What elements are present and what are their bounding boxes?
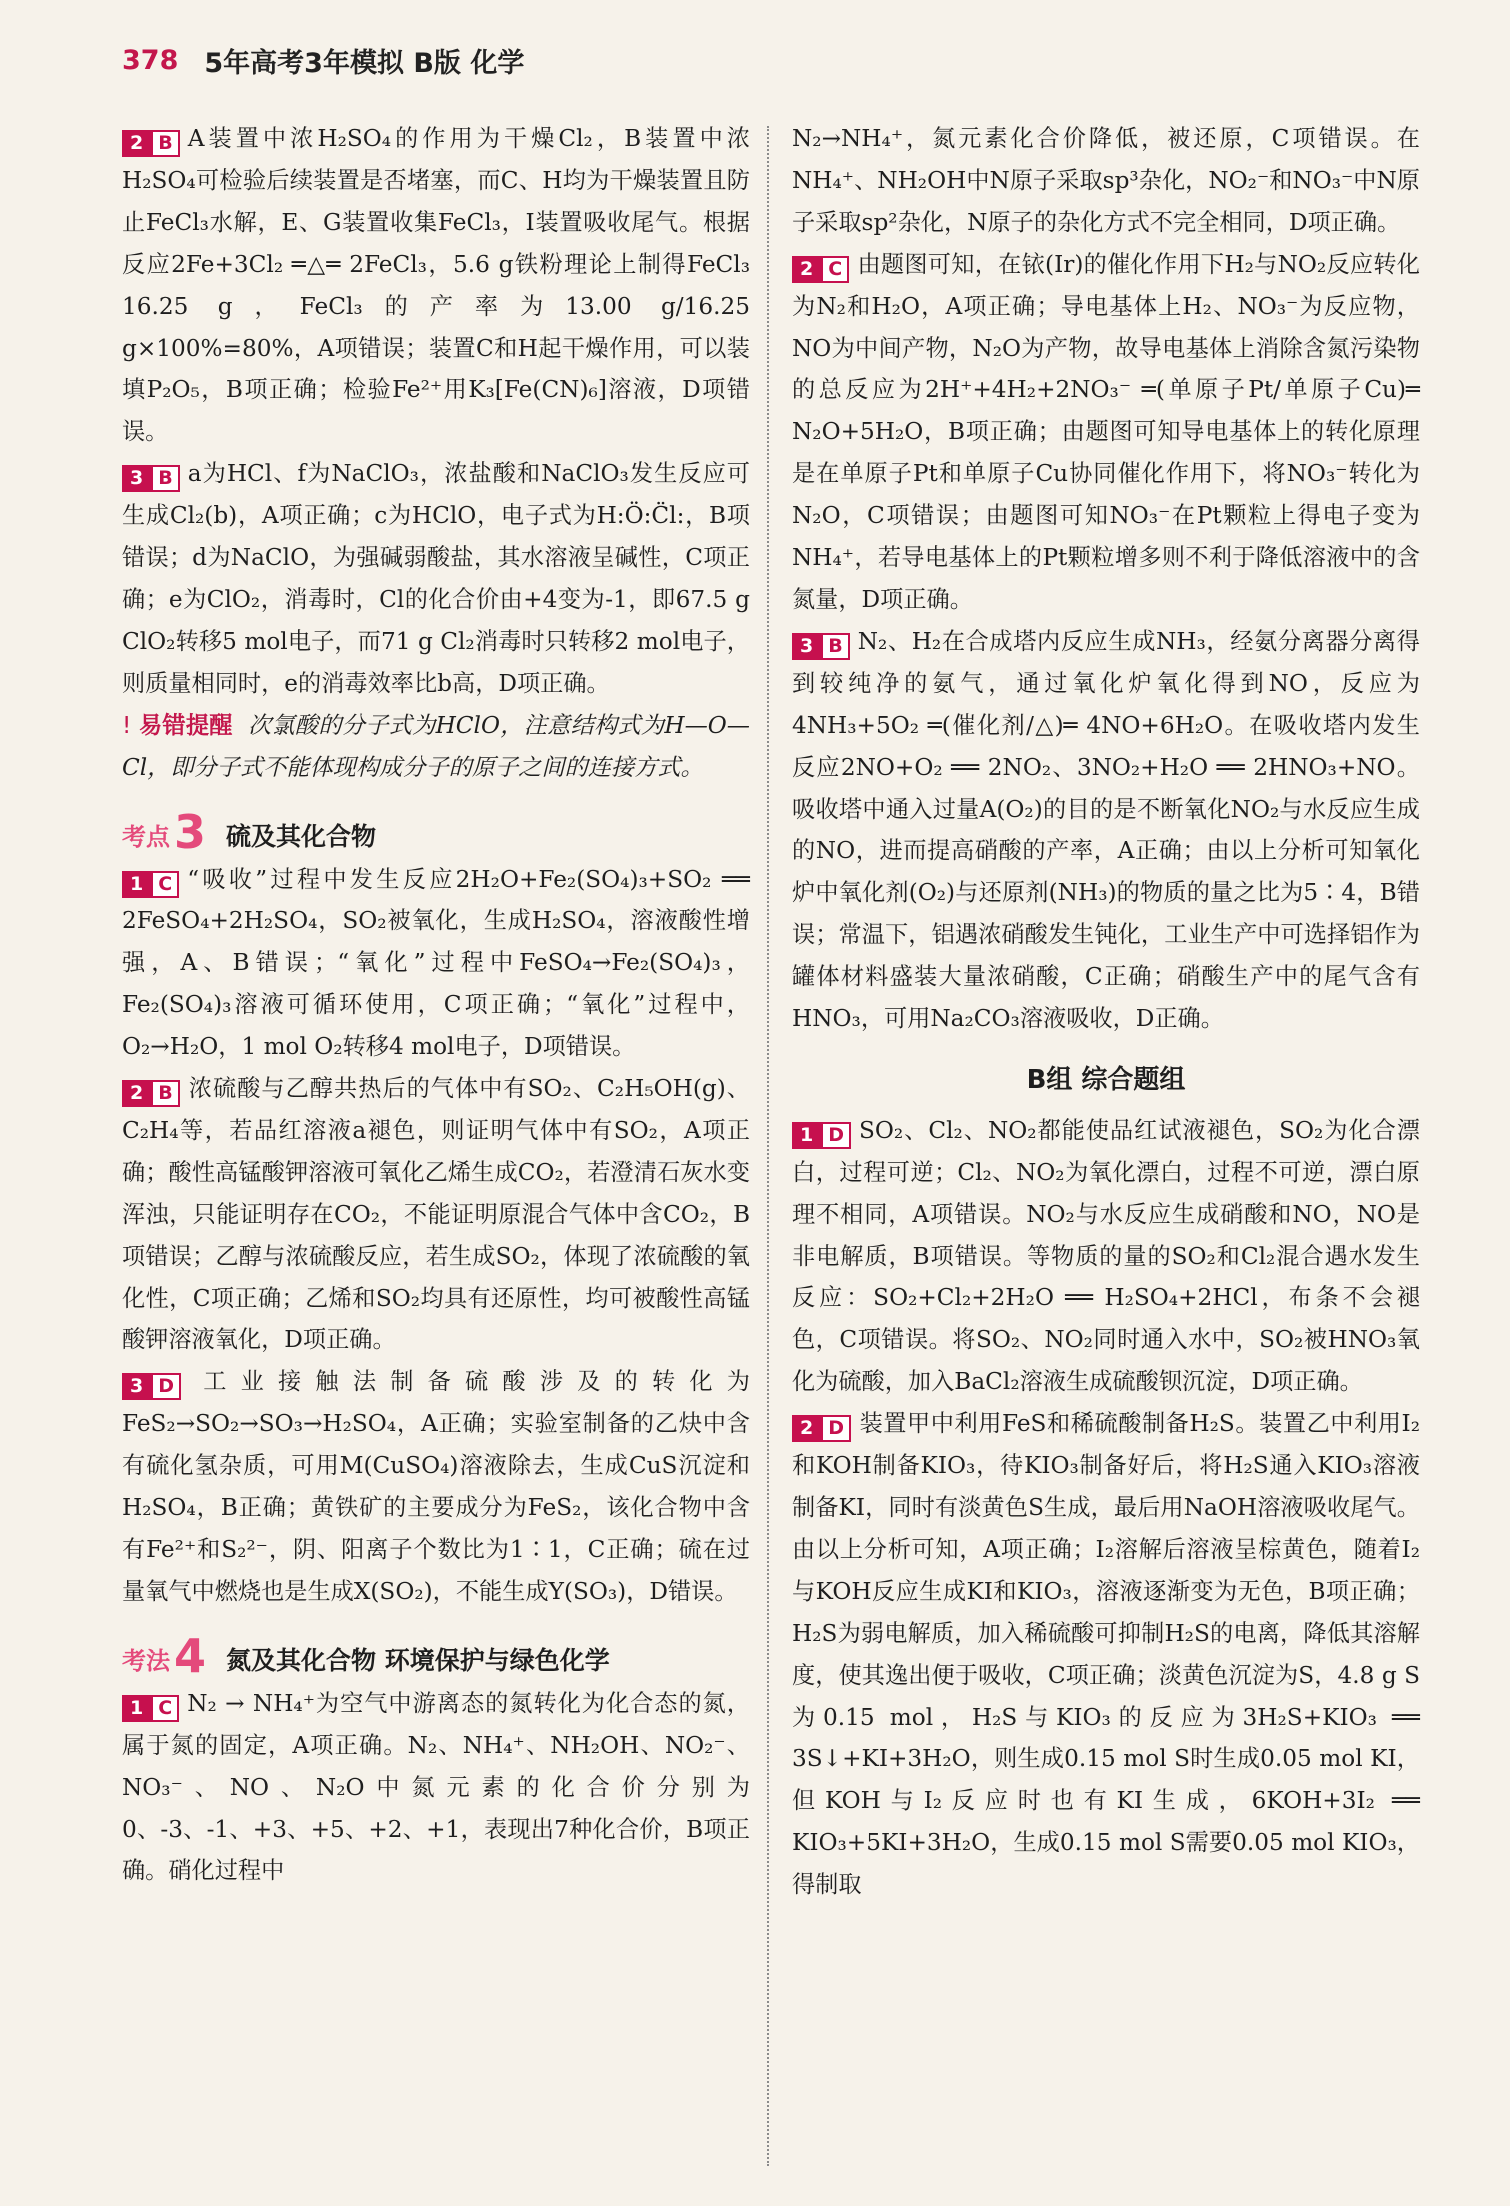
question-number: 2 xyxy=(122,130,151,157)
alert-icon: ! xyxy=(122,711,132,739)
question-number: 3 xyxy=(792,633,821,660)
left-column xyxy=(122,118,750,1892)
explanation-text: 浓硫酸与乙醇共热后的气体中有SO₂、C₂H₅OH(g)、C₂H₄等，若品红溶液a褪色，则证明气体中有SO₂，A项正确；酸性高锰酸钾溶液可氧化乙烯生成CO₂，若澄清石灰水变浑浊，只能证明存在CO₂，不能证明原混合气体中含CO₂，B项错误；乙醇与浓硫酸反应，若生成SO₂，体现了浓硫酸的氧化性，C项正确；乙烯和SO₂均具有还原性，均可被酸性高锰酸钾溶液氧化，D项正确。 xyxy=(122,1075,750,1354)
question-number: 1 xyxy=(792,1122,821,1149)
question-number: 2 xyxy=(122,1080,151,1107)
answer-letter: D xyxy=(821,1415,851,1442)
question-number: 1 xyxy=(122,1695,151,1722)
explanation-text: SO₂、Cl₂、NO₂都能使品红试液褪色，SO₂为化合漂白，过程可逆；Cl₂、NO₂为氧化漂白，过程不可逆，漂白原理不相同，A项错误。NO₂与水反应生成硝酸和NO，NO是非电解质，B项错误。等物质的量的SO₂和Cl₂混合遇水发生反应：SO₂+Cl₂+2H₂O ══ H₂SO₄+2HCl，布条不会褪色，C项错误。将SO₂、NO₂同时通入水中，SO₂被HNO₃氧化为硫酸，加入BaCl₂溶液生成硫酸钡沉淀，D项正确。 xyxy=(792,1116,1420,1396)
section-title: 氮及其化合物 环境保护与绿色化学 xyxy=(226,1645,610,1675)
answer-item xyxy=(792,621,1420,1040)
error-tip xyxy=(122,705,750,789)
question-badge xyxy=(122,465,180,492)
explanation-text: 工业接触法制备硫酸涉及的转化为FeS₂→SO₂→SO₃→H₂SO₄，A正确；实验室制备的乙炔中含有硫化氢杂质，可用M(CuSO₄)溶液除去，生成CuS沉淀和H₂SO₄，B正确；黄铁矿的主要成分为FeS₂，该化合物中含有Fe²⁺和S₂²⁻，阴、阳离子个数比为1∶1，C正确；硫在过量氧气中燃烧也是生成X(SO₂)，不能生成Y(SO₃)，D错误。 xyxy=(122,1368,750,1605)
section-number: 3 xyxy=(174,804,207,859)
answer-item xyxy=(792,1403,1420,1906)
answer-item xyxy=(122,118,750,453)
column-divider xyxy=(767,126,769,2166)
explanation-text: N₂、H₂在合成塔内反应生成NH₃，经氨分离器分离得到较纯净的氨气，通过氧化炉氧化得到NO，反应为4NH₃+5O₂ ═(催化剂/△)═ 4NO+6H₂O。在吸收塔内发生反应2NO+O₂ ══ 2NO₂、3NO₂+H₂O ══ 2HNO₃+NO。吸收塔中通入过量A(O₂)的目的是不断氧化NO₂与水反应生成的NO，进而提高硝酸的产率，A正确；由以上分析可知氧化炉中氧化剂(O₂)与还原剂(NH₃)的物质的量之比为5∶4，B错误；常温下，铝遇浓硝酸发生钝化，工业生产中可选择铝作为罐体材料盛装大量浓硝酸，C正确；硝酸生产中的尾气含有HNO₃，可用Na₂CO₃溶液吸收，D正确。 xyxy=(792,627,1420,1033)
answer-letter: D xyxy=(821,1122,851,1149)
explanation-text: 装置甲中利用FeS和稀硫酸制备H₂S。装置乙中利用I₂和KOH制备KIO₃，待KIO₃制备好后，将H₂S通入KIO₃溶液制备KI，同时有淡黄色S生成，最后用NaOH溶液吸收尾气。由以上分析可知，A项正确；I₂溶解后溶液呈棕黄色，随着I₂与KOH反应生成KI和KIO₃，溶液逐渐变为无色，B项正确；H₂S为弱电解质，加入稀硫酸可抑制H₂S的电离，降低其溶解度，使其逸出便于吸收，C项正确；淡黄色沉淀为S，4.8 g S为0.15 mol，H₂S与KIO₃的反应为3H₂S+KIO₃ ══ 3S↓+KI+3H₂O，则生成0.15 mol S时生成0.05 mol KI，但KOH与I₂反应时也有KI生成，6KOH+3I₂ ══ KIO₃+5KI+3H₂O，生成0.15 mol S需要0.05 mol KIO₃，得制取 xyxy=(792,1410,1420,1899)
page-header xyxy=(122,34,524,86)
right-column xyxy=(792,118,1420,1906)
answer-item xyxy=(122,1683,750,1893)
explanation-text: a为HCl、f为NaClO₃，浓盐酸和NaClO₃发生反应可生成Cl₂(b)，A项正确；c为HClO，电子式为H:Ö:C̈l:，B项错误；d为NaClO，为强碱弱酸盐，其水溶液呈碱性，C项正确；e为ClO₂，消毒时，Cl的化合价由+4变为-1，即67.5 g ClO₂转移5 mol电子，而71 g Cl₂消毒时只转移2 mol电子，则质量相同时，e的消毒效率比b高，D项正确。 xyxy=(122,460,750,697)
answer-letter: B xyxy=(821,633,849,660)
answer-item xyxy=(792,1110,1420,1403)
question-badge xyxy=(792,633,850,660)
section-title: 硫及其化合物 xyxy=(226,821,377,851)
answer-letter: B xyxy=(151,465,179,492)
question-number: 2 xyxy=(792,1415,821,1442)
continued-text: N₂→NH₄⁺，氮元素化合价降低，被还原，C项错误。在NH₄⁺、NH₂OH中N原子采取sp³杂化，NO₂⁻和NO₃⁻中N原子采取sp²杂化，N原子的杂化方式不完全相同，D项正确。 xyxy=(792,125,1420,236)
answer-item xyxy=(122,1361,750,1612)
answer-item xyxy=(792,244,1420,621)
section-heading xyxy=(122,1628,750,1683)
explanation-text: N₂ → NH₄⁺为空气中游离态的氮转化为化合态的氮，属于氮的固定，A项正确。N₂、NH₄⁺、NH₂OH、NO₂⁻、NO₃⁻、NO、N₂O中氮元素的化合价分别为0、-3、-1、+3、+5、+2、+1，表现出7种化合价，B项正确。硝化过程中 xyxy=(122,1689,750,1885)
explanation-text: A装置中浓H₂SO₄的作用为干燥Cl₂，B装置中浓H₂SO₄可检验后续装置是否堵塞，而C、H均为干燥装置且防止FeCl₃水解，E、G装置收集FeCl₃，I装置吸收尾气。根据反应2Fe+3Cl₂ ═△═ 2FeCl₃，5.6 g铁粉理论上制得FeCl₃ 16.25 g，FeCl₃的产率为13.00 g/16.25 g×100%=80%，A项错误；装置C和H起干燥作用，可以装填P₂O₅，B项正确；检验Fe²⁺用K₃[Fe(CN)₆]溶液，D项错误。 xyxy=(122,125,750,446)
tip-text: 次氯酸的分子式为HClO，注意结构式为H—O—Cl，即分子式不能体现构成分子的原子之间的连接方式。 xyxy=(122,711,750,781)
question-number: 2 xyxy=(792,256,821,283)
question-badge xyxy=(792,1415,851,1442)
question-number: 3 xyxy=(122,1373,151,1400)
answer-letter: D xyxy=(151,1373,181,1400)
question-badge xyxy=(122,1695,179,1722)
question-badge xyxy=(122,130,180,157)
book-title: 5年高考3年模拟 B版 化学 xyxy=(204,47,525,79)
explanation-text: 由题图可知，在铱(Ir)的催化作用下H₂与NO₂反应转化为N₂和H₂O，A项正确；导电基体上H₂、NO₃⁻为反应物，NO为中间产物，N₂O为产物，故导电基体上消除含氮污染物的总反应为2H⁺+4H₂+2NO₃⁻ ═(单原子Pt/单原子Cu)═ N₂O+5H₂O，B项正确；由题图可知导电基体上的转化原理是在单原子Pt和单原子Cu协同催化作用下，将NO₃⁻转化为N₂O，C项错误；由题图可知NO₃⁻在Pt颗粒上得电子变为NH₄⁺，若导电基体上的Pt颗粒增多则不利于降低溶液中的含氮量，D项正确。 xyxy=(792,250,1420,613)
section-number: 4 xyxy=(174,1628,207,1683)
question-badge xyxy=(792,1122,851,1149)
section-label: 考法 xyxy=(122,1646,170,1675)
answer-letter: C xyxy=(821,256,849,283)
explanation-text: “吸收”过程中发生反应2H₂O+Fe₂(SO₄)₃+SO₂ ══ 2FeSO₄+2H₂SO₄，SO₂被氧化，生成H₂SO₄，溶液酸性增强，A、B错误；“氧化”过程中FeSO₄→Fe₂(SO₄)₃，Fe₂(SO₄)₃溶液可循环使用，C项正确；“氧化”过程中，O₂→H₂O，1 mol O₂转移4 mol电子，D项错误。 xyxy=(122,865,750,1061)
answer-letter: C xyxy=(151,871,179,898)
section-label: 考点 xyxy=(122,822,170,851)
answer-letter: B xyxy=(151,130,179,157)
question-badge xyxy=(122,871,179,898)
page-number: 378 xyxy=(122,44,179,76)
question-badge xyxy=(122,1373,181,1400)
question-badge xyxy=(122,1080,180,1107)
question-number: 3 xyxy=(122,465,151,492)
answer-letter: B xyxy=(151,1080,179,1107)
answer-item xyxy=(122,859,750,1069)
answer-item xyxy=(122,453,750,704)
question-badge xyxy=(792,256,849,283)
question-number: 1 xyxy=(122,871,151,898)
section-heading xyxy=(122,804,750,859)
tip-title: 易错提醒 xyxy=(138,711,233,739)
group-title: B组 综合题组 xyxy=(1026,1064,1186,1095)
answer-item xyxy=(122,1068,750,1361)
answer-letter: C xyxy=(151,1695,179,1722)
